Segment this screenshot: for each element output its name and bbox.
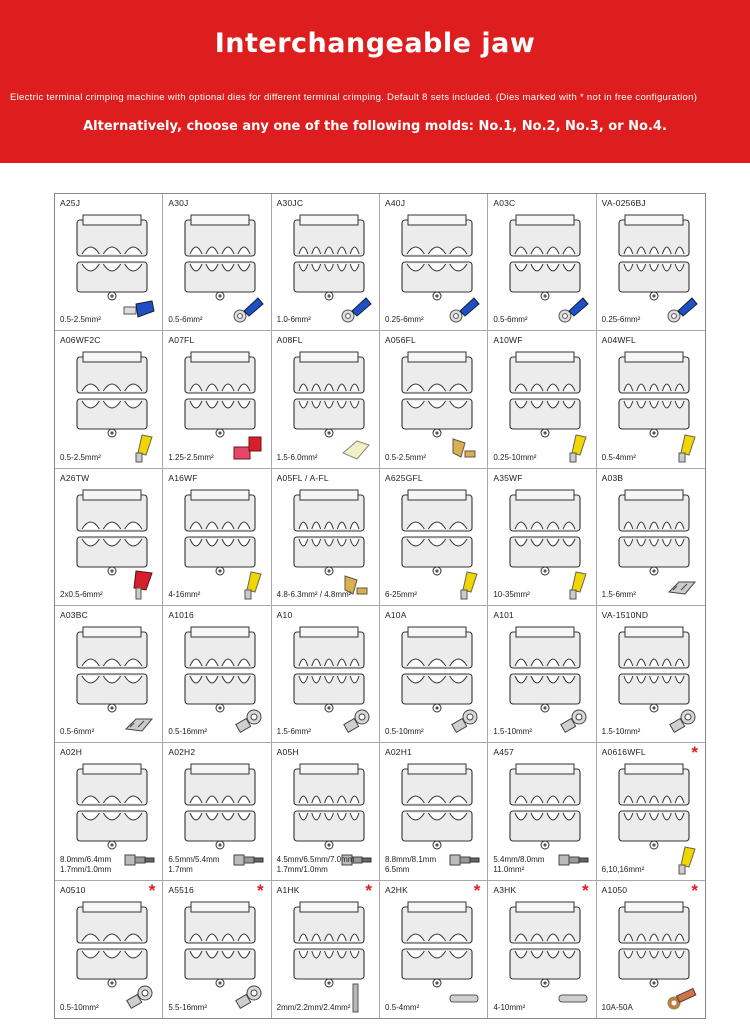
- die-model-label: A1HK: [276, 884, 300, 895]
- die-range-label: 8.8mm/8.1mm 6.5mm: [385, 854, 437, 874]
- crimp-die-drawing: [73, 351, 151, 439]
- ferrule-yellow-terminal-icon: [556, 570, 590, 600]
- die-model-label: A05FL / A-FL: [276, 472, 329, 483]
- die-model-label: A03B: [601, 472, 624, 483]
- die-model-label: A25J: [60, 198, 81, 208]
- lug-terminal-icon: [665, 707, 699, 737]
- die-catalog-grid: [54, 193, 706, 1019]
- die-cell: [597, 606, 705, 743]
- die-model-label: A3HK: [493, 884, 517, 895]
- die-cell: [55, 881, 163, 1018]
- blue-ring-terminal-icon: [665, 295, 699, 325]
- crimp-die-drawing: [615, 351, 693, 439]
- crimp-die-drawing: [398, 763, 476, 851]
- die-cell: [380, 194, 488, 331]
- die-model-label: A0616WFL: [601, 747, 646, 758]
- die-range-label: 6,10,16mm²: [601, 864, 645, 874]
- die-cell: [55, 331, 163, 468]
- die-range-label: 0.25-10mm²: [493, 452, 537, 462]
- ferrule-yellow-terminal-icon: [665, 433, 699, 463]
- ferrule-yellow-terminal-icon: [665, 845, 699, 875]
- die-range-label: 0.5-4mm²: [385, 1002, 420, 1012]
- die-model-label: VA-0256BJ: [601, 198, 646, 208]
- blue-ring-terminal-icon: [556, 295, 590, 325]
- crimp-die-drawing: [506, 901, 584, 989]
- die-range-label: 0.5-10mm²: [385, 727, 424, 737]
- die-cell: [380, 881, 488, 1018]
- open-barrel-terminal-icon: [665, 570, 699, 600]
- page-title: Interchangeable jaw: [214, 28, 536, 59]
- lug-terminal-icon: [231, 983, 265, 1013]
- crimp-die-drawing: [615, 214, 693, 302]
- die-model-label: A35WF: [493, 472, 523, 483]
- die-cell: [488, 881, 596, 1018]
- die-range-label: 6-25mm²: [385, 589, 418, 599]
- die-cell: [488, 194, 596, 331]
- die-model-label: A101: [493, 609, 514, 620]
- die-range-label: 1.5-6mm²: [276, 727, 311, 737]
- die-model-label: A16WF: [168, 472, 198, 483]
- crimp-die-drawing: [181, 214, 259, 302]
- die-cell: [488, 743, 596, 880]
- crimp-die-drawing: [181, 351, 259, 439]
- die-cell: [163, 331, 271, 468]
- blue-spade-terminal-icon: [122, 295, 156, 325]
- crimp-die-drawing: [398, 351, 476, 439]
- die-range-label: 4-16mm²: [168, 589, 201, 599]
- crimp-die-drawing: [615, 626, 693, 714]
- die-cell: [272, 743, 380, 880]
- die-model-label: A06WF2C: [60, 335, 101, 346]
- ferrule-yellow-terminal-icon: [556, 433, 590, 463]
- die-cell: [55, 743, 163, 880]
- crimp-die-drawing: [181, 763, 259, 851]
- crimp-die-drawing: [398, 489, 476, 577]
- crimp-die-drawing: [290, 351, 368, 439]
- ferrule-yellow-terminal-icon: [122, 433, 156, 463]
- die-cell: [272, 606, 380, 743]
- die-range-label: 0.5-2.5mm²: [385, 452, 426, 462]
- die-range-label: 0.5-6mm²: [493, 315, 528, 325]
- crimp-die-drawing: [181, 626, 259, 714]
- die-range-label: 10A-50A: [601, 1002, 633, 1012]
- die-model-label: A5516: [168, 884, 194, 895]
- die-cell: [488, 469, 596, 606]
- die-range-label: 10-35mm²: [493, 589, 530, 599]
- die-model-label: A03BC: [60, 609, 88, 620]
- die-range-label: 0.25-6mm²: [601, 315, 641, 325]
- not-included-star: *: [691, 880, 698, 900]
- die-model-label: VA-1510ND: [601, 609, 649, 620]
- die-cell: [380, 469, 488, 606]
- not-included-star: *: [582, 880, 589, 900]
- die-range-label: 0.5-2.5mm²: [60, 452, 101, 462]
- crimp-die-drawing: [181, 901, 259, 989]
- die-model-label: A457: [493, 747, 514, 758]
- crimp-die-drawing: [73, 901, 151, 989]
- die-cell: [272, 881, 380, 1018]
- die-cell: [488, 606, 596, 743]
- tube-terminal-icon: [447, 983, 481, 1013]
- crimp-die-drawing: [398, 901, 476, 989]
- die-model-label: A10A: [385, 609, 407, 620]
- crimp-die-drawing: [506, 351, 584, 439]
- blue-ring-terminal-icon: [447, 295, 481, 325]
- die-model-label: A02H1: [385, 747, 412, 758]
- crimp-die-drawing: [73, 489, 151, 577]
- crimp-die-drawing: [290, 489, 368, 577]
- blue-ring-terminal-icon: [231, 295, 265, 325]
- crimp-die-drawing: [506, 214, 584, 302]
- ferrule-red-terminal-icon: [122, 570, 156, 600]
- die-cell: [380, 743, 488, 880]
- die-model-label: A1050: [601, 884, 628, 895]
- die-range-label: 2mm/2.2mm/2.4mm²: [276, 1002, 351, 1012]
- crimp-die-drawing: [615, 763, 693, 851]
- tube-terminal-icon: [556, 983, 590, 1013]
- die-range-label: 0.5-4mm²: [601, 452, 636, 462]
- die-range-label: 0.5-6mm²: [168, 315, 203, 325]
- crimp-die-drawing: [290, 901, 368, 989]
- description-text: Electric terminal crimping machine with optional dies for different terminal crimping. Default 8 sets included. (Dies marked with * not in free configuration): [10, 92, 698, 103]
- header-banner: [0, 0, 750, 163]
- bnc-terminal-icon: [447, 845, 481, 875]
- brass-tab-terminal-icon: [447, 433, 481, 463]
- die-cell: [597, 881, 705, 1018]
- die-range-label: 2x0.5-6mm²: [60, 589, 103, 599]
- bnc-terminal-icon: [122, 845, 156, 875]
- die-model-label: A056FL: [385, 335, 416, 346]
- ferrule-yellow-terminal-icon: [231, 570, 265, 600]
- die-range-label: 1.5-10mm²: [493, 727, 533, 737]
- clear-flag-terminal-icon: [339, 433, 373, 463]
- lug-terminal-icon: [122, 983, 156, 1013]
- die-cell: [163, 881, 271, 1018]
- ferrule-yellow-terminal-icon: [447, 570, 481, 600]
- die-cell: [380, 331, 488, 468]
- die-cell: [163, 194, 271, 331]
- not-included-star: *: [473, 880, 481, 900]
- die-model-label: A10WF: [493, 335, 523, 346]
- die-model-label: A2HK: [385, 884, 409, 895]
- die-range-label: 4.8-6.3mm² / 4.8mm²: [276, 589, 352, 599]
- crimp-die-drawing: [506, 763, 584, 851]
- die-cell: [163, 743, 271, 880]
- die-cell: [272, 194, 380, 331]
- copper-lug-terminal-icon: [665, 983, 699, 1013]
- die-range-label: 0.5-10mm²: [60, 1002, 99, 1012]
- die-range-label: 1.25-2.5mm²: [168, 452, 214, 462]
- lug-terminal-icon: [339, 707, 373, 737]
- die-model-label: A03C: [493, 198, 516, 208]
- crimp-die-drawing: [181, 489, 259, 577]
- die-cell: [55, 469, 163, 606]
- die-range-label: 1.0-6mm²: [276, 315, 311, 325]
- die-cell: [597, 469, 705, 606]
- die-range-label: 8.0mm/6.4mm 1.7mm/1.0mm: [60, 854, 112, 874]
- crimp-die-drawing: [290, 626, 368, 714]
- die-model-label: A02H2: [168, 747, 196, 758]
- die-cell: [597, 331, 705, 468]
- crimp-die-drawing: [398, 214, 476, 302]
- die-range-label: 0.5-2.5mm²: [60, 315, 101, 325]
- die-cell: [597, 743, 705, 880]
- crimp-die-drawing: [73, 214, 151, 302]
- lug-terminal-icon: [447, 707, 481, 737]
- die-model-label: A04WFL: [601, 335, 636, 346]
- die-model-label: A07FL: [168, 335, 195, 346]
- die-cell: [55, 194, 163, 331]
- die-range-label: 0.25-6mm²: [385, 315, 424, 325]
- die-range-label: 4.5mm/6.5mm/7.0mm 1.7mm/1.0mm: [276, 854, 355, 874]
- die-range-label: 5.5-16mm²: [168, 1002, 208, 1012]
- die-cell: [597, 194, 705, 331]
- bnc-terminal-icon: [231, 845, 265, 875]
- die-model-label: A02H: [60, 747, 83, 758]
- crimp-die-drawing: [506, 489, 584, 577]
- lug-terminal-icon: [231, 707, 265, 737]
- red-flag-terminal-icon: [231, 433, 265, 463]
- open-barrel-terminal-icon: [122, 707, 156, 737]
- die-range-label: 1.5-6.0mm²: [276, 452, 318, 462]
- die-cell: [55, 606, 163, 743]
- alternative-note: Alternatively, choose any one of the following molds: No.1, No.2, No.3, or No.4.: [83, 119, 667, 134]
- die-cell: [163, 469, 271, 606]
- not-included-star: *: [148, 880, 156, 900]
- die-model-label: A30J: [168, 198, 189, 208]
- die-cell: [163, 606, 271, 743]
- crimp-die-drawing: [290, 763, 368, 851]
- die-range-label: 4-10mm²: [493, 1002, 526, 1012]
- die-model-label: A26TW: [60, 472, 90, 483]
- die-cell: [380, 606, 488, 743]
- die-model-label: A625GFL: [385, 472, 423, 483]
- crimp-die-drawing: [290, 214, 368, 302]
- die-range-label: 6.5mm/5.4mm 1.7mm: [168, 854, 220, 874]
- blue-ring-terminal-icon: [339, 295, 373, 325]
- die-range-label: 1.5-6mm²: [601, 589, 636, 599]
- not-included-star: *: [257, 880, 264, 900]
- crimp-die-drawing: [506, 626, 584, 714]
- not-included-star: *: [691, 743, 698, 763]
- die-range-label: 1.5-10mm²: [601, 727, 641, 737]
- die-model-label: A40J: [385, 198, 406, 208]
- die-model-label: A0510: [60, 884, 86, 895]
- crimp-die-drawing: [615, 901, 693, 989]
- bnc-terminal-icon: [556, 845, 590, 875]
- die-model-label: A1016: [168, 609, 194, 620]
- die-model-label: A10: [276, 609, 293, 620]
- die-model-label: A05H: [276, 747, 299, 758]
- die-range-label: 0.5-16mm²: [168, 727, 208, 737]
- die-cell: [272, 469, 380, 606]
- not-included-star: *: [365, 880, 372, 900]
- lug-terminal-icon: [556, 707, 590, 737]
- die-model-label: A30JC: [276, 198, 304, 208]
- crimp-die-drawing: [615, 489, 693, 577]
- die-range-label: 5.4mm/8.0mm 11.0mm²: [493, 854, 545, 874]
- die-range-label: 0.5-6mm²: [60, 727, 95, 737]
- die-cell: [488, 331, 596, 468]
- die-model-label: A08FL: [276, 335, 303, 346]
- crimp-die-drawing: [73, 626, 151, 714]
- crimp-die-drawing: [73, 763, 151, 851]
- crimp-die-drawing: [398, 626, 476, 714]
- die-cell: [272, 331, 380, 468]
